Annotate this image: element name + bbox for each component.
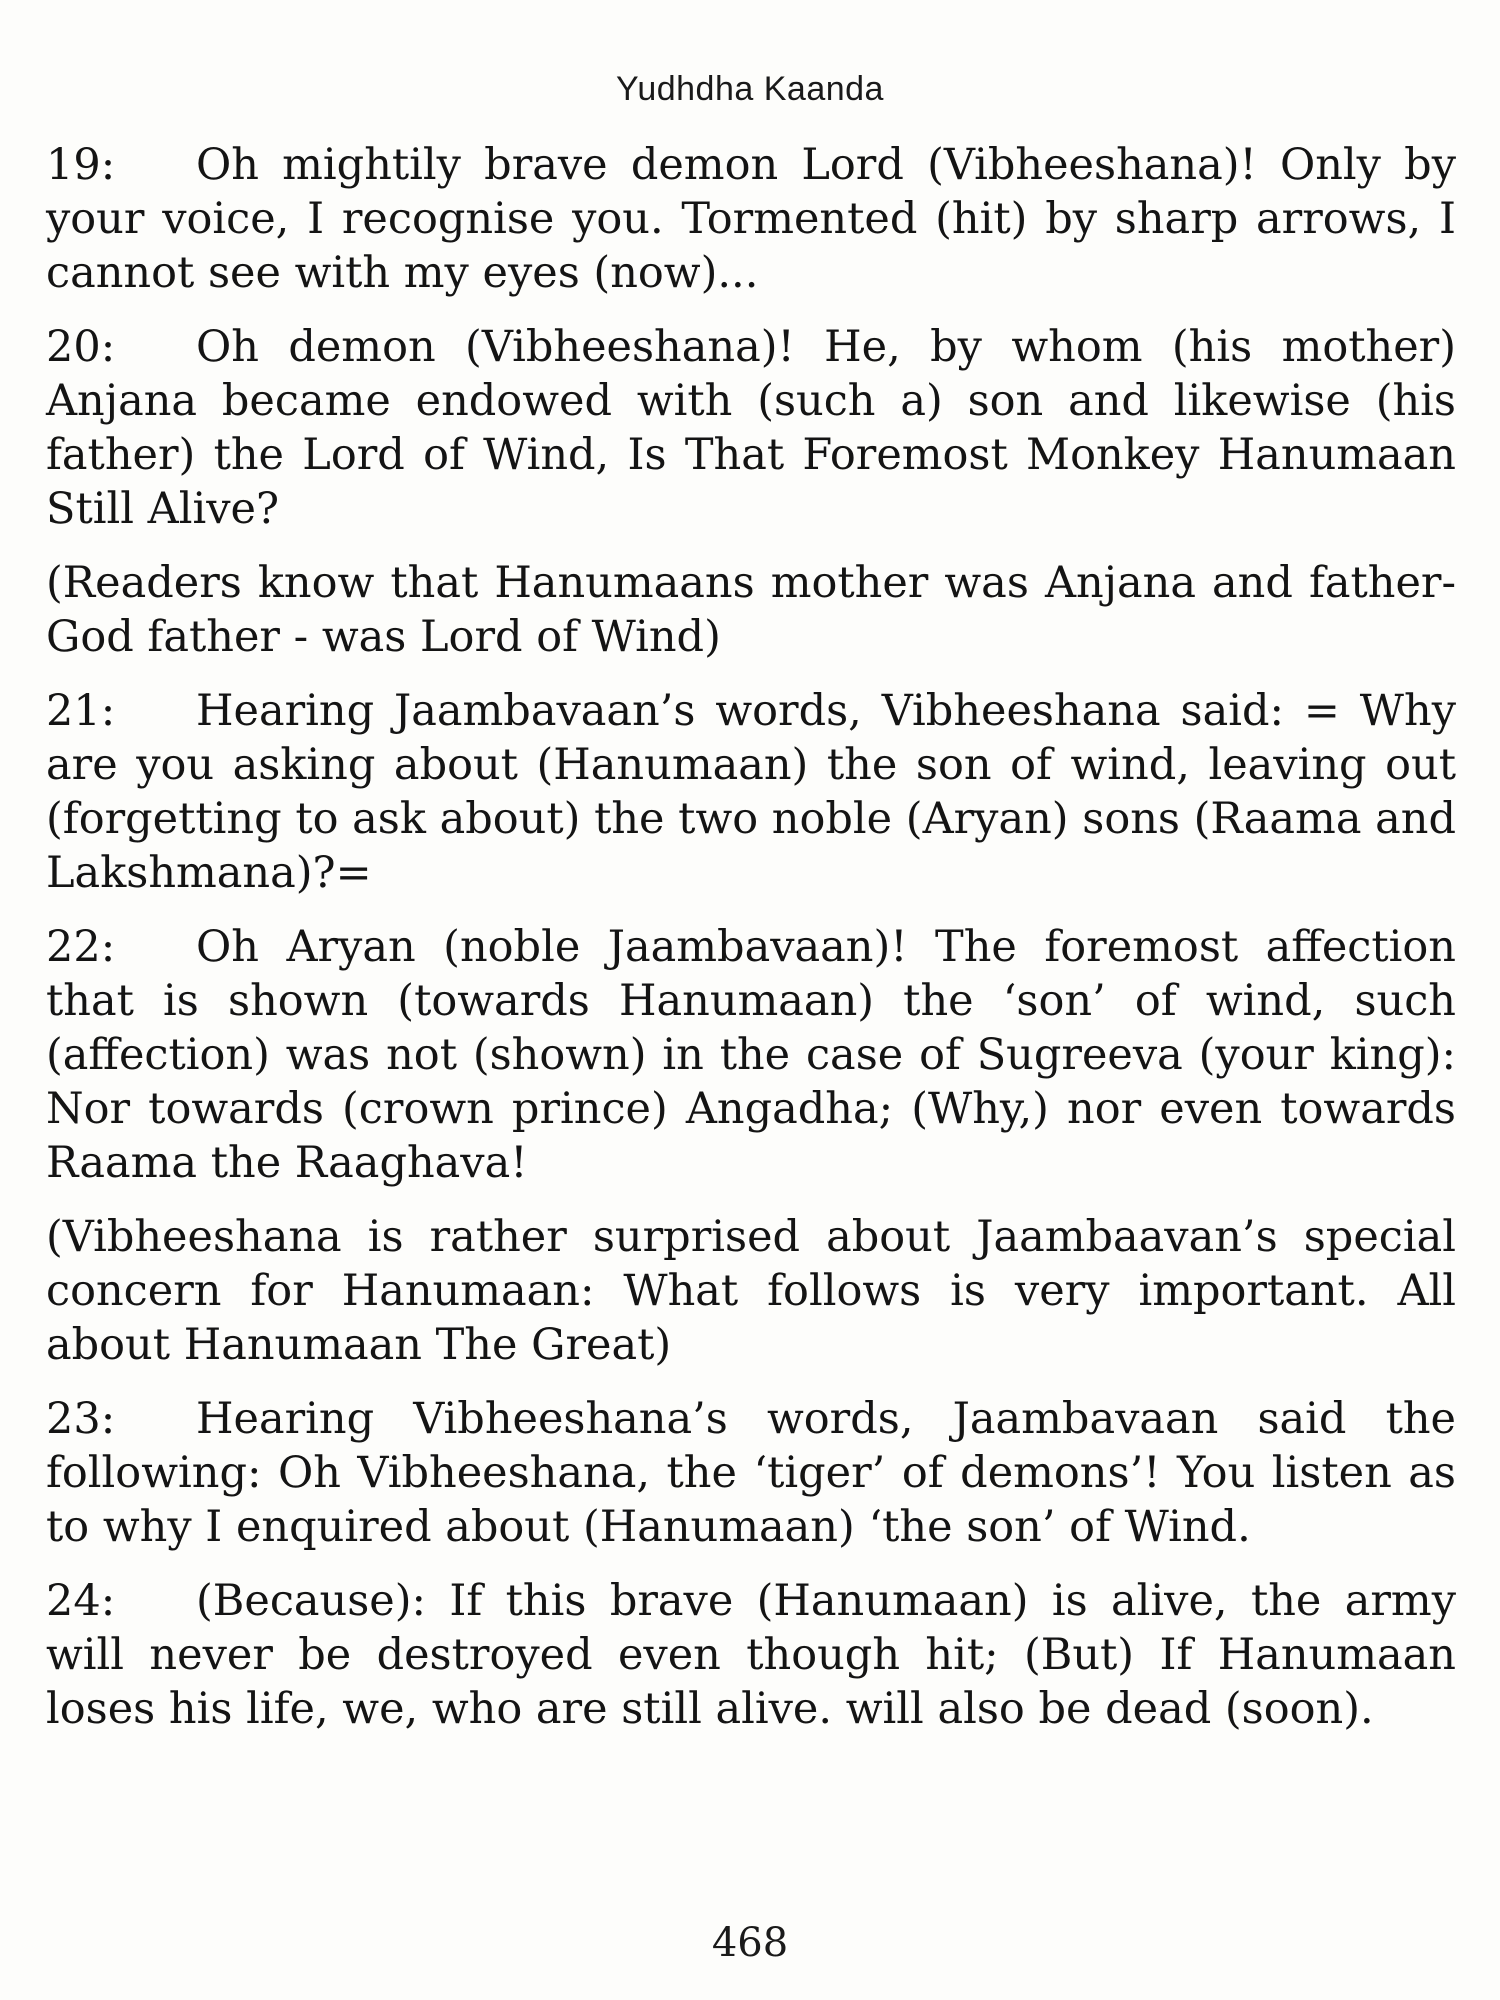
page-number: 468 (711, 1920, 789, 1966)
verse-21 (46, 684, 1456, 900)
verse-text: Oh demon (Vibheeshana)! He, by whom (his mother) Anjana became endowed with (such a) son and likewise (his father) the Lord of Wind, Is That Foremost Monkey Hanumaan Still Alive? (46, 322, 1456, 534)
verse-22 (46, 920, 1456, 1190)
commentary-note-22 (46, 1210, 1456, 1372)
verse-text: Hearing Jaambavaan’s words, Vibheeshana said: = Why are you asking about (Hanumaan) the son of wind, leaving out (forgetting to ask about) the two noble (Aryan) sons (Raama and Lakshmana)?= (46, 686, 1456, 898)
commentary-note-20 (46, 556, 1456, 664)
verse-number: 22: (46, 922, 116, 972)
note-text: (Vibheeshana is rather surprised about Jaambaavan’s special concern for Hanumaan: What follows is very important. All about Hanumaan The Great) (46, 1212, 1456, 1370)
verse-text: (Because): If this brave (Hanumaan) is alive, the army will never be destroyed even though hit; (But) If Hanumaan loses his life, we, who are still alive. will also be dead (soon). (46, 1576, 1456, 1734)
verse-23 (46, 1392, 1456, 1554)
verse-text: Oh Aryan (noble Jaambavaan)! The foremost affection that is shown (towards Hanumaan) the ‘son’ of wind, such (affection) was not (shown) in the case of Sugreeva (your king): Nor towards (crown prince) Angadha; (Why,) nor even towards Raama the Raaghava! (46, 922, 1456, 1188)
verse-24 (46, 1574, 1456, 1736)
note-text: (Readers know that Hanumaans mother was Anjana and father-God father - was Lord of Wind) (46, 558, 1456, 662)
running-head: Yudhdha Kaanda (616, 70, 884, 108)
page-body (46, 138, 1456, 1756)
verse-number: 21: (46, 686, 116, 736)
verse-20 (46, 320, 1456, 536)
verse-number: 24: (46, 1576, 116, 1626)
verse-number: 19: (46, 140, 116, 190)
verse-text: Hearing Vibheeshana’s words, Jaambavaan said the following: Oh Vibheeshana, the ‘tiger’ of demons’! You listen as to why I enquired about (Hanumaan) ‘the son’ of Wind. (46, 1394, 1456, 1552)
verse-text: Oh mightily brave demon Lord (Vibheeshana)! Only by your voice, I recognise you. Tormented (hit) by sharp arrows, I cannot see with my eyes (now)... (46, 140, 1456, 298)
verse-19 (46, 138, 1456, 300)
verse-number: 23: (46, 1394, 116, 1444)
verse-number: 20: (46, 322, 116, 372)
